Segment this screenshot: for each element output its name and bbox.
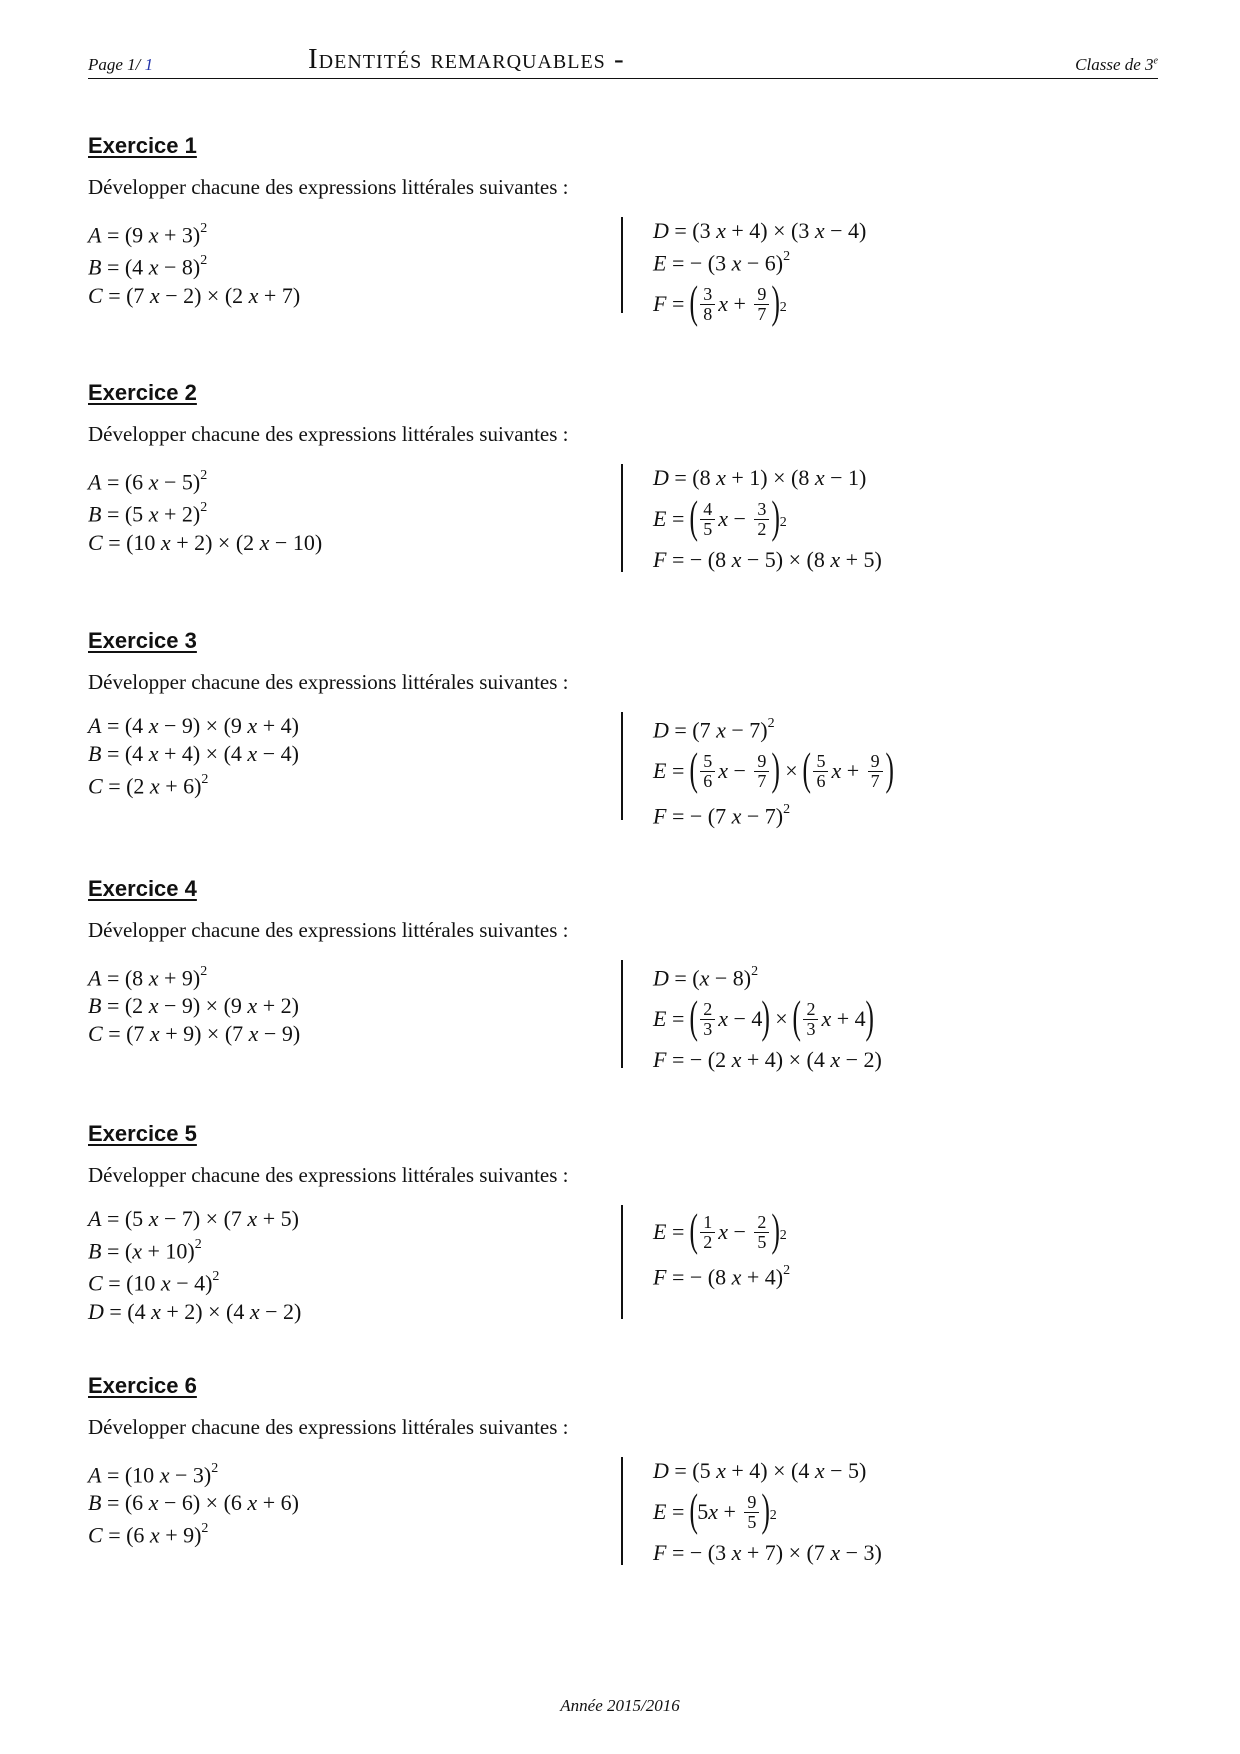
expression-d: D = (3 x + 4) × (3 x − 4) xyxy=(653,218,867,243)
expression-a: A = (5 x − 7) × (7 x + 5) xyxy=(88,1206,299,1231)
right-column xyxy=(621,1205,790,1319)
exercise-title: Exercice 3 xyxy=(88,628,197,653)
expression-c: C = (2 x + 6)$^2$ xyxy=(88,772,209,799)
expression-b: B = (4 x + 4) × (4 x − 4) xyxy=(88,741,299,766)
expression-a: A = (9 x + 3)$^2$ xyxy=(88,221,208,248)
expression-e: E = ( $\frac{4}{5}$ x − $\frac{3}{2}$ ) 2 xyxy=(653,491,787,542)
expression-b: B = (2 x − 9) × (9 x + 2) xyxy=(88,993,299,1019)
page-header xyxy=(88,40,1158,79)
class-text: Classe de 3 xyxy=(1075,55,1154,74)
expression-d: D = (7 x − 7)$^2$ xyxy=(653,716,775,743)
left-column xyxy=(88,1205,608,1326)
expression-a: A = (6 x − 5)$^2$ xyxy=(88,468,208,495)
exercise-title: Exercice 6 xyxy=(88,1373,197,1398)
expression-f: F = ( $\frac{3}{8}$ x + $\frac{9}{7}$ ) 2 xyxy=(653,276,787,328)
expression-a: A = (4 x − 9) × (9 x + 4) xyxy=(88,713,299,738)
expression-b: B = (6 x − 6) × (6 x + 6) xyxy=(88,1490,299,1516)
expression-d: D = (5 x + 4) × (4 x − 5) xyxy=(653,1458,867,1483)
expression-c: C = (10 x + 2) × (2 x − 10) xyxy=(88,529,323,555)
expression-d: D = (8 x + 1) × (8 x − 1) xyxy=(653,465,867,490)
expression-e: E = − (3 x − 6)$^2$ xyxy=(653,249,791,276)
expression-f: F = − (8 x − 5) × (8 x + 5) xyxy=(653,547,882,572)
exercise-6 xyxy=(88,1371,1158,1565)
exercise-3 xyxy=(88,626,1158,829)
exercise-5 xyxy=(88,1119,1158,1324)
expression-f: F = − (7 x − 7)$^2$ xyxy=(653,802,791,829)
left-column xyxy=(88,217,608,310)
expression-e: E = ( $\frac{5}{6}$ x − $\frac{9}{7}$ ) × ( $\frac{5}{6}$ x + $\frac{9}{7}$ ) xyxy=(653,743,894,795)
right-column xyxy=(621,1457,882,1565)
class-label xyxy=(1075,55,1158,75)
page-footer: Année 2015/2016 xyxy=(560,1696,680,1715)
right-column xyxy=(621,960,882,1073)
expression-c: C = (7 x + 9) × (7 x − 9) xyxy=(88,1021,301,1047)
expression-b: $B = (x + 10)^2$ xyxy=(88,1237,202,1264)
expression-f: F = − (2 x + 4) × (4 x − 2) xyxy=(653,1047,882,1073)
exercise-instruction: Développer chacune des expressions littérales suivantes : xyxy=(88,670,569,694)
expression-d: $D = (x - 8)^2$ xyxy=(653,964,759,991)
exercise-title: Exercice 1 xyxy=(88,133,197,158)
expression-f: F = − (8 x + 4)$^2$ xyxy=(653,1263,791,1290)
exercise-title: Exercice 5 xyxy=(88,1121,197,1146)
left-column xyxy=(88,712,608,800)
exercise-4 xyxy=(88,874,1158,1073)
expression-e: E = ( $\frac{1}{2}$ x − $\frac{2}{5}$ ) 2 xyxy=(653,1204,787,1255)
exercise-title: Exercice 4 xyxy=(88,876,197,901)
exercise-2 xyxy=(88,378,1158,572)
expression-f: F = − (3 x + 7) × (7 x − 3) xyxy=(653,1540,882,1565)
page-number xyxy=(88,55,153,75)
left-column xyxy=(88,1457,608,1550)
left-column xyxy=(88,960,608,1048)
expression-e: E = ( $\frac{2}{3}$ x − 4 ) × ( $\frac{2}{3}$ x + 4 ) xyxy=(653,991,874,1043)
left-column xyxy=(88,464,608,557)
right-column xyxy=(621,217,867,328)
exercise-instruction: Développer chacune des expressions littérales suivantes : xyxy=(88,1163,569,1187)
class-superscript: e xyxy=(1153,55,1158,67)
expression-d: D = (4 x + 2) × (4 x − 2) xyxy=(88,1298,302,1324)
expression-e: E = ( 5 x + $\frac{9}{5}$ ) 2 xyxy=(653,1484,777,1535)
page-label: Page 1/ xyxy=(88,55,145,74)
expression-c: C = (7 x − 2) × (2 x + 7) xyxy=(88,282,301,308)
document-title: Identités remarquables - xyxy=(308,43,625,75)
right-column xyxy=(621,464,882,572)
expression-c: C = (10 x − 4)$^2$ xyxy=(88,1269,220,1296)
exercise-instruction: Développer chacune des expressions littérales suivantes : xyxy=(88,422,569,446)
right-column xyxy=(621,712,894,829)
exercise-instruction: Développer chacune des expressions littérales suivantes : xyxy=(88,175,569,199)
expression-a: A = (10 x − 3)$^2$ xyxy=(88,1461,219,1488)
expression-a: A = (8 x + 9)$^2$ xyxy=(88,964,208,991)
exercise-title: Exercice 2 xyxy=(88,380,197,405)
exercise-instruction: Développer chacune des expressions littérales suivantes : xyxy=(88,1415,569,1439)
expression-c: C = (6 x + 9)$^2$ xyxy=(88,1521,209,1548)
page-link[interactable]: 1 xyxy=(144,55,154,74)
expression-b: B = (5 x + 2)$^2$ xyxy=(88,500,208,527)
exercise-1 xyxy=(88,131,1158,328)
exercise-instruction: Développer chacune des expressions littérales suivantes : xyxy=(88,918,569,942)
expression-b: B = (4 x − 8)$^2$ xyxy=(88,253,208,280)
